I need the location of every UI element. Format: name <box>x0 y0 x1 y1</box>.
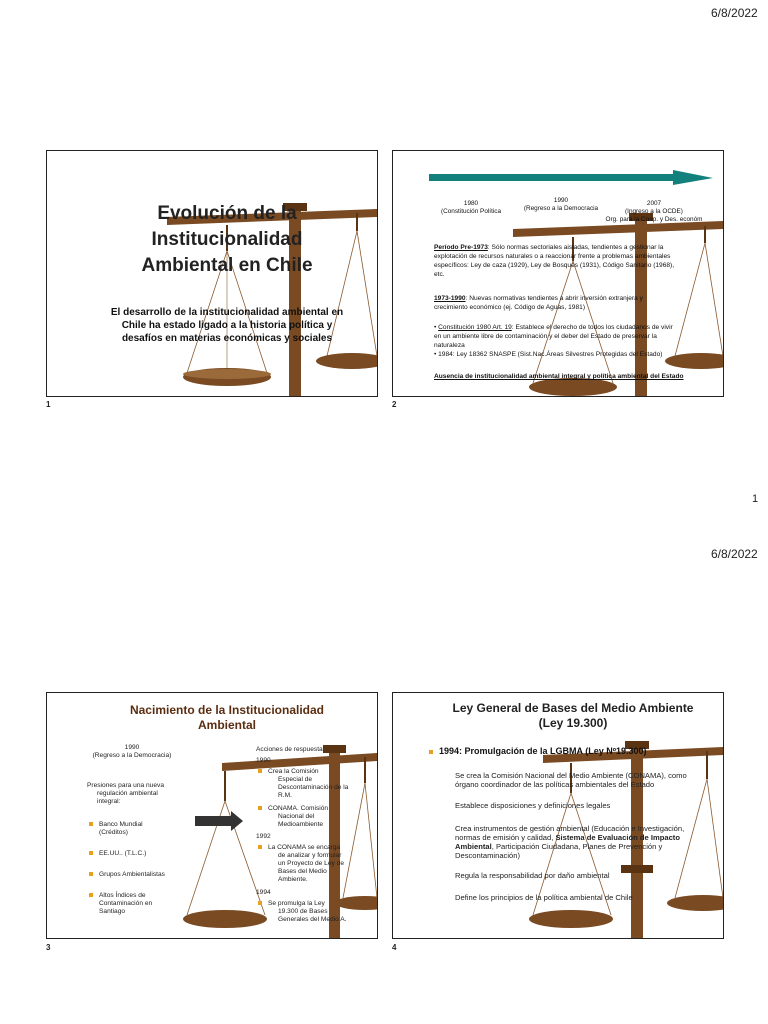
pressure-item: Grupos Ambientalistas <box>89 871 199 879</box>
action-year-1994: 1994 <box>256 889 271 896</box>
constitution-1980: • Constitución 1980 Art. 19: Establece el derecho de todos los ciudadanos de vivir en un ambiente libre de contaminación y el deber del Estado de preservar la naturaleza • 1984: Ley 18362 SNASPE (Sist.Nac.Áreas Silvestres Protegidas del Estado) <box>434 324 673 358</box>
action-item: CONAMA. Comisión Nacional del Medioambiente <box>258 805 358 829</box>
slide-3-title: Nacimiento de la Institucionalidad Ambiental <box>129 703 325 732</box>
slide-2 <box>392 150 724 397</box>
timeline-1990: 1990 (Regreso a la Democracia <box>523 197 599 212</box>
bullet-icon <box>429 750 433 754</box>
action-item: La CONAMA se encarga de analizar y formular un Proyecto de Ley de Bases del Medio Ambiente. <box>258 844 358 884</box>
lgbma-item: Crea instrumentos de gestión ambiental (Educación e Investigación, normas de emisión y calidad, Sistema de Evaluación de Impacto Ambiental, Participación Ciudadana, Planes de Prevención y Descontaminación) <box>455 824 685 860</box>
period-1973-1990: 1973-1990: Nuevas normativas tendientes a abrir inversión extranjera y crecimiento económico (ej. Código de Aguas, 1981) <box>434 295 643 311</box>
pressure-item: EE.UU.. (T.L.C.) <box>89 850 199 858</box>
page-number: 1 <box>752 493 759 505</box>
action-item: Crea la Comisión Especial de Descontaminación de la R.M. <box>258 768 358 800</box>
bullet-icon <box>89 893 93 897</box>
lgbma-item: Se crea la Comisión Nacional del Medio Ambiente (CONAMA), como órgano coordinador de las políticas ambientales del Estado <box>455 771 687 789</box>
timeline-arrow-icon <box>429 170 713 185</box>
date-top: 6/8/2022 <box>711 6 758 20</box>
slide-2-number: 2 <box>392 400 397 409</box>
timeline-1980: 1980 (Constitución Política <box>440 200 502 215</box>
bullet-icon <box>89 822 93 826</box>
bullet-icon <box>89 851 93 855</box>
slide-3-number: 3 <box>46 943 51 952</box>
slide-4 <box>392 692 724 939</box>
slide-1-title: Evolución de la Institucionalidad Ambiental en Chile <box>141 203 313 276</box>
slide-3 <box>46 692 378 939</box>
lgbma-item: Define los principios de la política ambiental de Chile <box>455 893 633 902</box>
period-pre-1973: Período Pre-1973: Sólo normas sectoriales aisladas, tendientes a gestionar la explotación de recursos naturales o a reaccionar frente a problemas ambientales específicos: Ley de caza (1929), Ley de Bosques (1931), Código Sanitario (1968), etc. <box>434 244 675 278</box>
lgbma-item: Regula la responsabilidad por daño ambiental <box>455 871 610 880</box>
slide-4-number: 4 <box>392 943 397 952</box>
pressures-heading: Presiones para una nueva regulación ambiental integral: <box>87 782 164 805</box>
action-year-1990: 1990 <box>256 757 271 764</box>
absence-note: Ausencia de institucionalidad ambiental integral y política ambiental del Estado <box>434 373 684 380</box>
bullet-icon <box>258 845 262 849</box>
bullet-icon <box>258 901 262 905</box>
year-1990-block: 1990 (Regreso a la Democracia) <box>92 744 172 759</box>
pressure-item: Banco Mundial (Créditos) <box>89 821 199 837</box>
slide-1-subtitle: El desarrollo de la institucionalidad ambiental en Chile ha estado ligado a la historia política y desafíos en materias económicas y sociales <box>110 307 344 344</box>
slide-1-number: 1 <box>46 400 51 409</box>
lgbma-item: Establece disposiciones y definiciones legales <box>455 801 611 810</box>
bullet-icon <box>258 769 262 773</box>
slide-1 <box>46 150 378 397</box>
action-year-1992: 1992 <box>256 833 271 840</box>
right-arrow-icon <box>195 811 243 831</box>
bullet-icon <box>89 872 93 876</box>
pressure-item: Altos Índices de Contaminación en Santiago <box>89 892 199 916</box>
lgbma-heading: 1994: Promulgación de la LGBMA (Ley Nº19.300) <box>429 746 719 756</box>
date-mid: 6/8/2022 <box>711 547 758 561</box>
slide-4-title: Ley General de Bases del Medio Ambiente (Ley 19.300) <box>452 701 694 730</box>
actions-heading: Acciones de respuesta: <box>256 746 325 753</box>
action-item: Se promulga la Ley 19.300 de Bases Generales del Medio A. <box>258 900 358 924</box>
bullet-icon <box>258 806 262 810</box>
timeline-2007: 2007 (Ingreso a la OCDE) Org. para la Coop. y Des. económ <box>605 200 703 223</box>
